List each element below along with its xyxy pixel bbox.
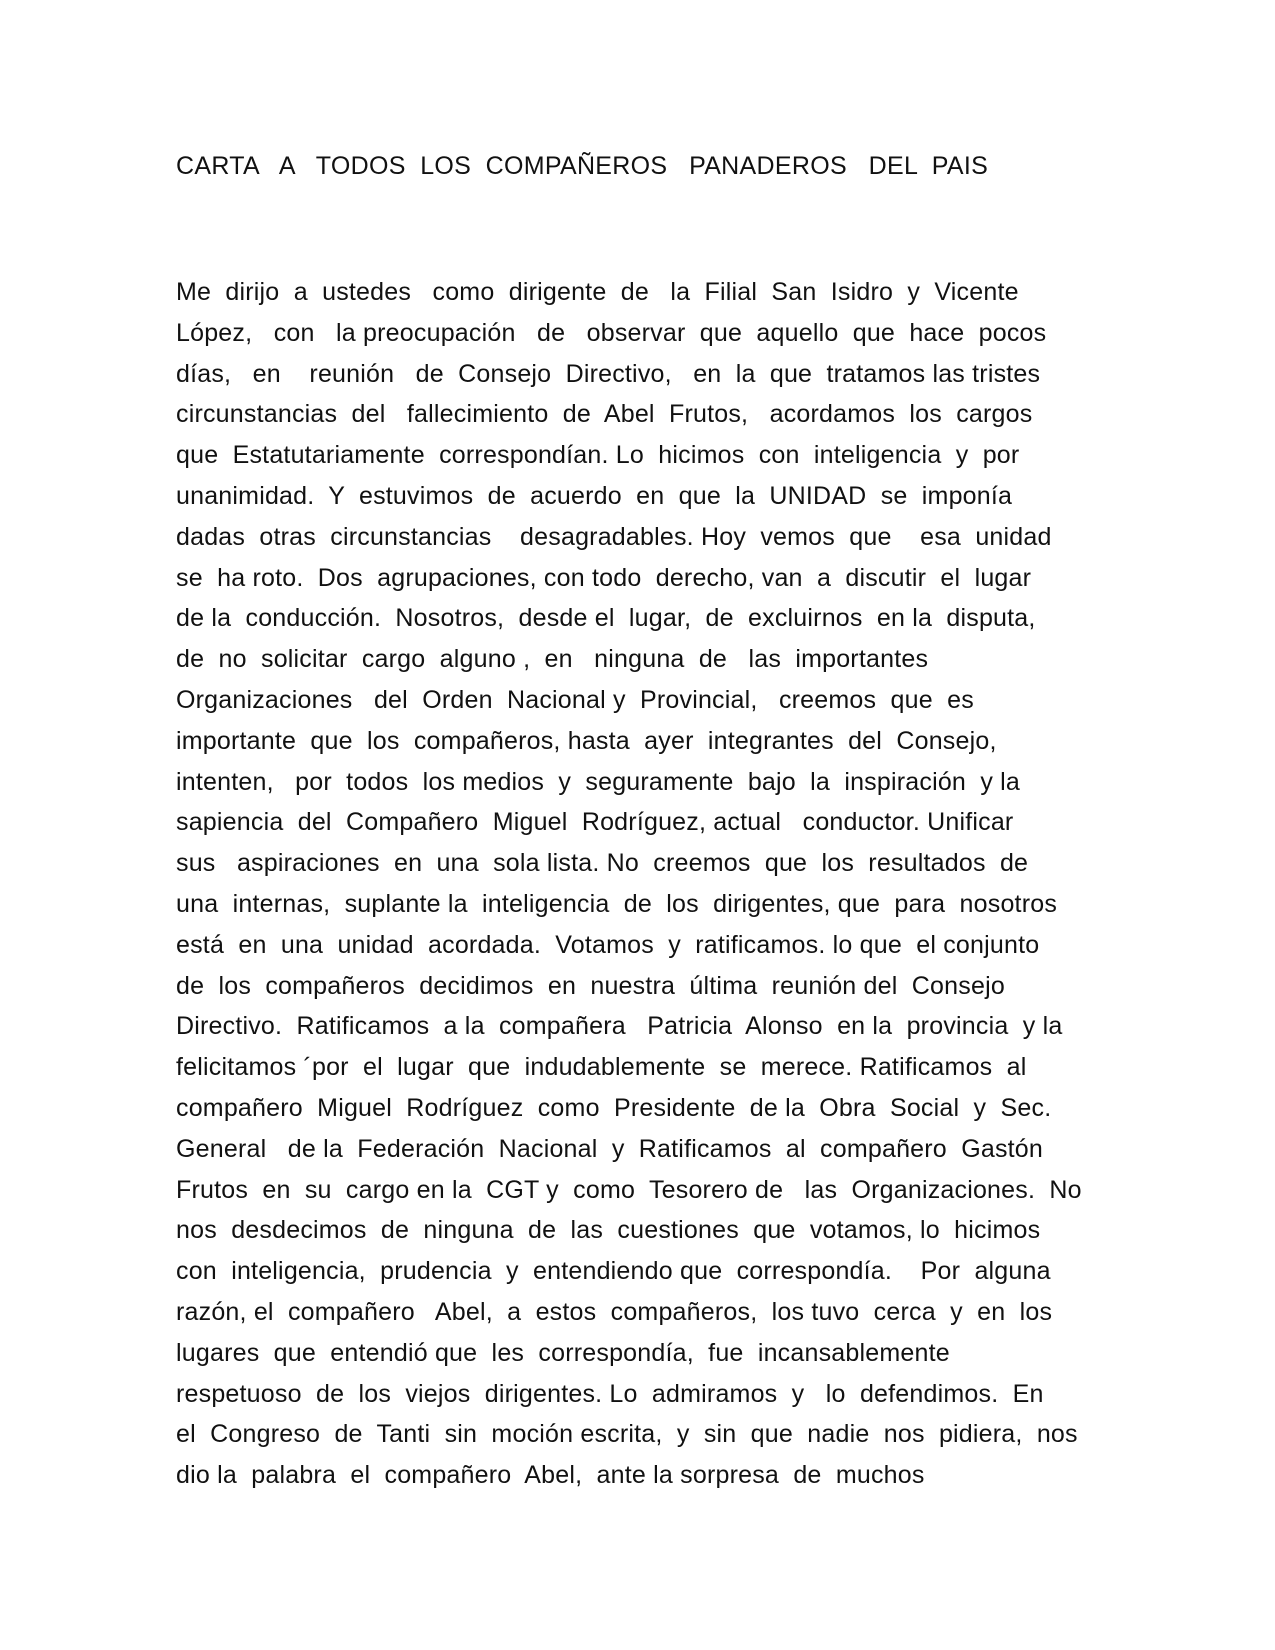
body-line: una internas, suplante la inteligencia de los dirigentes, que para nosotros <box>176 889 1058 918</box>
body-line: de la conducción. Nosotros, desde el lugar, de excluirnos en la disputa, <box>176 604 1036 633</box>
body-line: de los compañeros decidimos en nuestra última reunión del Consejo <box>176 971 1005 1000</box>
body-line: Organizaciones del Orden Nacional y Provincial, creemos que es <box>176 685 974 714</box>
body-line: se ha roto. Dos agrupaciones, con todo derecho, van a discutir el lugar <box>176 563 1032 592</box>
body-line: importante que los compañeros, hasta ayer integrantes del Consejo, <box>176 726 997 755</box>
body-line: dadas otras circunstancias desagradables. Hoy vemos que esa unidad <box>176 522 1052 551</box>
body-line: felicitamos ´por el lugar que indudablemente se merece. Ratificamos al <box>176 1053 1027 1082</box>
body-line: compañero Miguel Rodríguez como Presidente de la Obra Social y Sec. <box>176 1093 1052 1122</box>
body-line: circunstancias del fallecimiento de Abel Frutos, acordamos los cargos <box>176 400 1033 429</box>
body-line: General de la Federación Nacional y Ratificamos al compañero Gastón <box>176 1134 1044 1163</box>
body-line: intenten, por todos los medios y seguramente bajo la inspiración y la <box>176 767 1021 796</box>
body-line: el Congreso de Tanti sin moción escrita, y sin que nadie nos pidiera, nos <box>176 1420 1078 1449</box>
body-line: lugares que entendió que les correspondía, fue incansablemente <box>176 1338 950 1367</box>
body-line: Me dirijo a ustedes como dirigente de la Filial San Isidro y Vicente <box>176 278 1019 306</box>
body-line: con inteligencia, prudencia y entendiendo que correspondía. Por alguna <box>176 1257 1051 1286</box>
body-line: razón, el compañero Abel, a estos compañeros, los tuvo cerca y en los <box>176 1297 1053 1326</box>
body-line: sapiencia del Compañero Miguel Rodríguez, actual conductor. Unificar <box>176 808 1014 837</box>
letter-title: CARTA A TODOS LOS COMPAÑEROS PANADEROS DEL PAIS <box>176 152 989 180</box>
body-line: sus aspiraciones en una sola lista. No creemos que los resultados de <box>176 849 1029 878</box>
letter-body <box>176 272 1116 1496</box>
body-line: días, en reunión de Consejo Directivo, en la que tratamos las tristes <box>176 359 1041 388</box>
body-line: de no solicitar cargo alguno , en ninguna de las importantes <box>176 645 929 674</box>
body-line: está en una unidad acordada. Votamos y ratificamos. lo que el conjunto <box>176 930 1040 959</box>
body-line: respetuoso de los viejos dirigentes. Lo admiramos y lo defendimos. En <box>176 1379 1044 1408</box>
body-line: Directivo. Ratificamos a la compañera Patricia Alonso en la provincia y la <box>176 1012 1063 1041</box>
body-line: dio la palabra el compañero Abel, ante la sorpresa de muchos <box>176 1461 925 1490</box>
body-line: López, con la preocupación de observar que aquello que hace pocos <box>176 318 1047 347</box>
body-line: nos desdecimos de ninguna de las cuestiones que votamos, lo hicimos <box>176 1216 1041 1245</box>
body-line: Frutos en su cargo en la CGT y como Tesorero de las Organizaciones. No <box>176 1175 1082 1204</box>
body-line: unanimidad. Y estuvimos de acuerdo en que la UNIDAD se imponía <box>176 481 1013 510</box>
body-line: que Estatutariamente correspondían. Lo hicimos con inteligencia y por <box>176 441 1020 470</box>
